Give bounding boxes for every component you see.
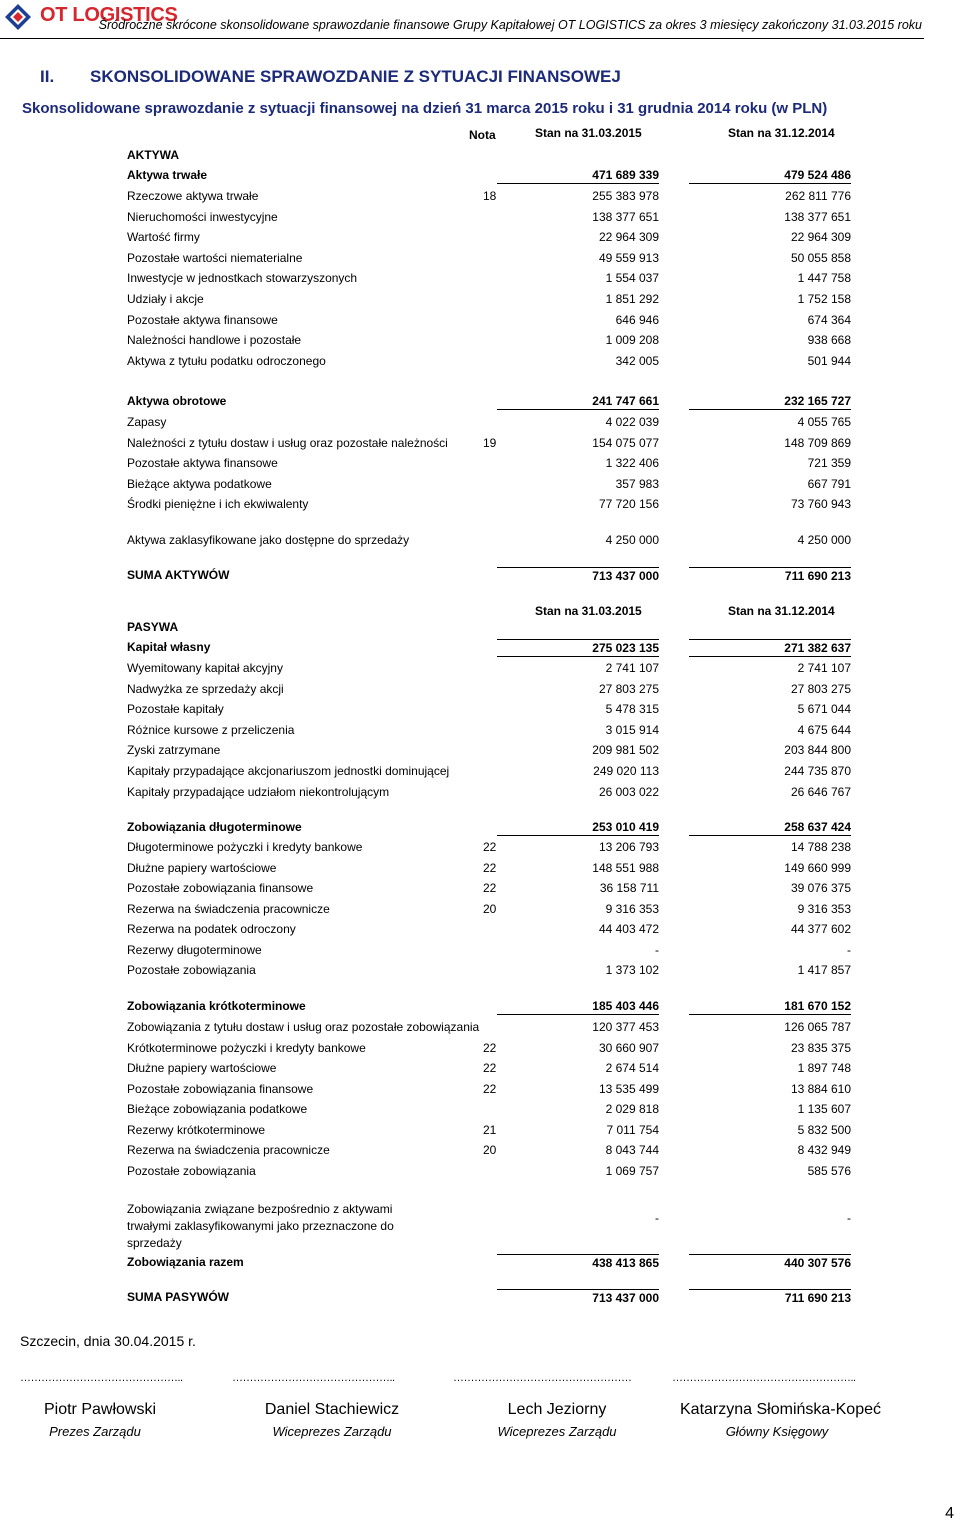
row-label: Zyski zatrzymane (127, 743, 221, 758)
row-label: Aktywa obrotowe (127, 394, 227, 408)
value-2014: 262 811 776 (785, 189, 851, 203)
longterm-liability-row (127, 839, 857, 855)
equity-item-row (127, 681, 857, 697)
row-label: Aktywa zaklasyfikowane jako dostępne do sprzedaży (127, 533, 410, 547)
total-liabilities-row (127, 1254, 857, 1270)
page-number: 4 (945, 1505, 954, 1522)
note-ref: 18 (483, 189, 497, 203)
note-ref: 22 (483, 1081, 497, 1096)
note-ref: 20 (483, 1143, 497, 1157)
value-2014: 27 803 275 (790, 681, 851, 696)
shortterm-liability-row (127, 1040, 857, 1056)
row-label: Różnice kursowe z przeliczenia (127, 722, 295, 737)
note-ref: 22 (483, 1040, 497, 1055)
signatory-name: Piotr Pawłowski (43, 1401, 157, 1418)
row-label: Zobowiązania związane bezpośrednio z aktywami trwałymi zaklasyfikowanymi jako przeznaczone do sprzedaży (127, 1202, 394, 1250)
value-2014: 5 671 044 (797, 702, 851, 717)
signatory-name: Katarzyna Słomińska-Kopeć (680, 1401, 881, 1418)
value-2014: 711 690 213 (689, 567, 851, 584)
row-label: Dłużne papiery wartościowe (127, 1061, 277, 1075)
value-2015: 44 403 472 (598, 922, 659, 936)
signatory-role: Wiceprezes Zarządu (272, 1424, 392, 1439)
logo-text: OT LOGISTICS (40, 4, 178, 26)
value-2014: 232 165 727 (689, 393, 851, 410)
longterm-liabilities-row (127, 819, 857, 835)
column-header-2015: Stan na 31.03.2015 (535, 126, 642, 140)
row-label: Inwestycje w jednostkach stowarzyszonych (127, 271, 358, 286)
noncurrent-asset-row (127, 270, 857, 286)
value-2015: 1 373 102 (605, 963, 659, 977)
note-ref: 22 (483, 881, 497, 895)
value-2015: 646 946 (615, 312, 659, 327)
value-2015: 1 069 757 (605, 1163, 659, 1178)
value-2015: 249 020 113 (593, 764, 659, 778)
note-ref: 21 (483, 1122, 497, 1137)
current-assets-row (127, 393, 857, 409)
value-2014: 440 307 576 (689, 1254, 851, 1271)
value-2015: 27 803 275 (598, 681, 659, 696)
value-2014: 138 377 651 (784, 209, 851, 224)
value-2015: 357 983 (615, 476, 659, 491)
value-2014: 44 377 602 (790, 922, 851, 936)
note-ref: 22 (483, 840, 497, 854)
row-label: Długoterminowe pożyczki i kredyty bankowe (127, 840, 363, 854)
signature-line: …………………………………………… (453, 1372, 632, 1384)
longterm-liability-row (127, 962, 857, 978)
value-2014: - (847, 1211, 851, 1225)
column-header-2015-liabilities: Stan na 31.03.2015 (535, 604, 642, 618)
page-header (0, 0, 960, 40)
shortterm-liability-row (127, 1019, 857, 1035)
value-2015: 120 377 453 (592, 1020, 659, 1034)
value-2015: 209 981 502 (592, 743, 659, 758)
value-2015: 2 029 818 (605, 1102, 659, 1116)
longterm-liability-row (127, 860, 857, 876)
value-2015: 2 741 107 (605, 661, 659, 675)
value-2015: 154 075 077 (592, 435, 659, 450)
note-ref: 22 (483, 860, 497, 875)
value-2014: 148 709 869 (784, 435, 851, 450)
total-assets-row (127, 567, 857, 583)
row-label: Udziały i akcje (127, 292, 204, 306)
row-label: Pozostałe aktywa finansowe (127, 456, 278, 471)
signatory-name: Daniel Stachiewicz (264, 1401, 400, 1418)
noncurrent-asset-row (127, 312, 857, 328)
value-2014: 674 364 (807, 312, 851, 327)
value-2015: - (655, 1211, 659, 1225)
longterm-liability-row (127, 901, 857, 917)
value-2014: 26 646 767 (790, 784, 851, 799)
value-2015: 9 316 353 (605, 901, 659, 916)
noncurrent-asset-row (127, 291, 857, 307)
note-ref: 20 (483, 901, 497, 916)
signatory-role: Prezes Zarządu (49, 1424, 141, 1439)
column-header-2014-liabilities: Stan na 31.12.2014 (728, 604, 835, 618)
value-2015: 49 559 913 (598, 250, 659, 265)
value-2014: 73 760 943 (790, 497, 851, 512)
row-label: Zobowiązania długoterminowe (127, 820, 302, 834)
value-2015: 1 322 406 (605, 456, 659, 471)
value-2014: 271 382 637 (689, 639, 851, 657)
signature-line: …………………………………………….. (672, 1372, 856, 1384)
value-2015: 7 011 754 (606, 1122, 659, 1137)
value-2015: 13 206 793 (598, 840, 659, 854)
row-label: Wartość firmy (127, 230, 200, 245)
section-heading: SKONSOLIDOWANE SPRAWOZDANIE Z SYTUACJI FINANSOWEJ (90, 67, 621, 86)
logo-diamond-icon (4, 2, 36, 32)
row-label: Zapasy (127, 415, 167, 429)
value-2015: 253 010 419 (497, 819, 659, 836)
noncurrent-asset-row (127, 229, 857, 245)
row-label: Pozostałe zobowiązania (127, 963, 256, 977)
shortterm-liabilities-row (127, 998, 857, 1014)
equity-item-row (127, 784, 857, 800)
row-label: Środki pieniężne i ich ekwiwalenty (127, 497, 309, 512)
shortterm-liability-row (127, 1163, 857, 1179)
shortterm-liability-row (127, 1101, 857, 1117)
value-2014: 1 447 758 (797, 271, 851, 286)
document-header-title: Śródroczne skrócone skonsolidowane sprawozdanie finansowe Grupy Kapitałowej OT LOGISTICS za okres 3 miesięcy zakończony 31.03.2015 roku (98, 18, 922, 32)
value-2015: 275 023 135 (497, 639, 659, 657)
header-divider (0, 38, 924, 39)
value-2014: 244 735 870 (784, 764, 851, 778)
value-2014: 721 359 (807, 456, 851, 471)
value-2014: 4 250 000 (797, 533, 851, 547)
signature-line: ……………………………………….. (20, 1372, 183, 1384)
row-label: Pozostałe zobowiązania finansowe (127, 1081, 314, 1096)
shortterm-liability-row (127, 1122, 857, 1138)
value-2015: 13 535 499 (598, 1081, 659, 1096)
current-asset-row (127, 476, 857, 492)
value-2015: 77 720 156 (598, 497, 659, 512)
noncurrent-assets-row (127, 167, 857, 183)
value-2014: 711 690 213 (689, 1289, 851, 1306)
value-2014: 23 835 375 (790, 1040, 851, 1055)
section-title (40, 67, 621, 87)
row-label: Rezerwy długoterminowe (127, 942, 262, 957)
value-2015: 5 478 315 (605, 702, 659, 717)
value-2014: 5 832 500 (797, 1122, 851, 1137)
value-2014: - (847, 942, 851, 957)
value-2014: 14 788 238 (790, 840, 851, 854)
value-2014: 258 637 424 (689, 819, 851, 836)
equity-item-row (127, 742, 857, 758)
value-2015: 4 022 039 (605, 415, 659, 429)
row-label: Pozostałe aktywa finansowe (127, 312, 278, 327)
value-2014: 1 417 857 (797, 963, 851, 977)
row-label: Kapitały przypadające udziałom niekontrolującym (127, 784, 390, 799)
row-label: Rezerwa na świadczenia pracownicze (127, 901, 330, 916)
value-2015: 1 851 292 (605, 292, 659, 306)
note-ref: 19 (483, 435, 497, 450)
shortterm-liability-row (127, 1142, 857, 1158)
value-2014: 149 660 999 (784, 860, 851, 875)
liabilities-heading: PASYWA (127, 620, 179, 634)
value-2015: 148 551 988 (592, 860, 659, 875)
value-2015: 26 003 022 (598, 784, 659, 799)
value-2014: 203 844 800 (784, 743, 851, 758)
value-2014: 479 524 486 (689, 167, 851, 184)
column-header-note: Nota (469, 128, 496, 142)
row-label: Aktywa z tytułu podatku odroczonego (127, 353, 326, 368)
value-2014: 181 670 152 (689, 998, 851, 1015)
equity-item-row (127, 660, 857, 676)
current-asset-row (127, 414, 857, 430)
value-2014: 1 897 748 (797, 1061, 851, 1075)
row-label: Zobowiązania razem (127, 1255, 244, 1269)
row-label: Krótkoterminowe pożyczki i kredyty bankowe (127, 1040, 366, 1055)
row-label: Bieżące aktywa podatkowe (127, 476, 272, 491)
row-label: Rezerwa na podatek odroczony (127, 922, 296, 936)
value-2015: 185 403 446 (497, 998, 659, 1015)
value-2015: 22 964 309 (598, 230, 659, 245)
value-2014: 13 884 610 (790, 1081, 851, 1096)
row-label: Kapitały przypadające akcjonariuszom jednostki dominującej (127, 764, 450, 778)
statement-subtitle: Skonsolidowane sprawozdanie z sytuacji finansowej na dzień 31 marca 2015 roku i 31 grudnia 2014 roku (w PLN) (22, 100, 828, 117)
row-label: Nadwyżka ze sprzedaży akcji (127, 681, 284, 696)
value-2014: 39 076 375 (790, 881, 851, 895)
value-2015: 713 437 000 (497, 1289, 659, 1306)
signatory-role: Główny Księgowy (725, 1424, 829, 1439)
current-asset-row (127, 496, 857, 512)
row-label: Pozostałe zobowiązania finansowe (127, 881, 314, 895)
row-label: Pozostałe kapitały (127, 702, 224, 717)
shortterm-liability-row (127, 1060, 857, 1076)
signatory-name: Lech Jeziorny (507, 1401, 607, 1418)
value-2014: 938 668 (807, 333, 851, 348)
noncurrent-asset-row (127, 332, 857, 348)
row-label: Dłużne papiery wartościowe (127, 860, 277, 875)
signatory-role: Wiceprezes Zarządu (497, 1424, 617, 1439)
row-label: Zobowiązania z tytułu dostaw i usług oraz pozostałe zobowiązania (127, 1020, 480, 1034)
value-2015: 255 383 978 (592, 189, 659, 203)
row-label: Należności z tytułu dostaw i usług oraz pozostałe należności (127, 435, 448, 450)
section-number: II. (40, 67, 55, 86)
value-2014: 585 576 (807, 1163, 851, 1178)
shortterm-liability-row (127, 1081, 857, 1097)
noncurrent-asset-row (127, 250, 857, 266)
value-2015: 471 689 339 (497, 167, 659, 184)
row-label: Pozostałe zobowiązania (127, 1163, 256, 1178)
value-2014: 1 135 607 (797, 1102, 851, 1116)
row-label: Rezerwy krótkoterminowe (127, 1122, 266, 1137)
current-asset-row (127, 455, 857, 471)
value-2014: 22 964 309 (790, 230, 851, 245)
value-2014: 2 741 107 (797, 661, 851, 675)
value-2015: 241 747 661 (497, 393, 659, 410)
value-2014: 501 944 (807, 353, 851, 368)
row-label: SUMA AKTYWÓW (127, 568, 230, 582)
value-2015: 30 660 907 (598, 1040, 659, 1055)
row-label: SUMA PASYWÓW (127, 1290, 229, 1304)
value-2014: 4 055 765 (797, 415, 851, 429)
value-2015: 2 674 514 (605, 1061, 659, 1075)
value-2014: 4 675 644 (797, 722, 851, 737)
value-2015: 1 009 208 (605, 333, 659, 348)
row-label: Rzeczowe aktywa trwałe (127, 189, 259, 203)
noncurrent-asset-row (127, 353, 857, 369)
value-2015: 1 554 037 (605, 271, 659, 286)
equity-item-row (127, 763, 857, 779)
value-2014: 8 432 949 (797, 1143, 851, 1157)
value-2015: 138 377 651 (592, 209, 659, 224)
place-and-date: Szczecin, dnia 30.04.2015 r. (20, 1333, 196, 1349)
value-2014: 1 752 158 (797, 292, 851, 306)
row-label: Aktywa trwałe (127, 168, 208, 182)
value-2014: 667 791 (807, 476, 851, 491)
noncurrent-asset-row (127, 188, 857, 204)
row-label: Wyemitowany kapitał akcyjny (127, 661, 283, 675)
current-asset-row (127, 435, 857, 451)
row-label: Zobowiązania krótkoterminowe (127, 999, 306, 1013)
row-label: Bieżące zobowiązania podatkowe (127, 1102, 308, 1116)
row-label: Pozostałe wartości niematerialne (127, 250, 303, 265)
equity-row (127, 639, 857, 655)
column-header-2014: Stan na 31.12.2014 (728, 126, 835, 140)
value-2015: 8 043 744 (605, 1143, 659, 1157)
value-2015: 36 158 711 (599, 881, 659, 895)
equity-item-row (127, 722, 857, 738)
value-2015: 4 250 000 (605, 533, 659, 547)
signature-line: ……………………………………….. (232, 1372, 395, 1384)
total-equity-liabilities-row (127, 1289, 857, 1305)
note-ref: 22 (483, 1061, 497, 1075)
longterm-liability-row (127, 921, 857, 937)
row-label: Rezerwa na świadczenia pracownicze (127, 1143, 330, 1157)
value-2014: 126 065 787 (784, 1020, 851, 1034)
row-label: Kapitał własny (127, 640, 211, 654)
value-2015: 3 015 914 (605, 722, 659, 737)
noncurrent-asset-row (127, 209, 857, 225)
longterm-liability-row (127, 880, 857, 896)
assets-held-for-sale-row (127, 532, 857, 548)
assets-heading: AKTYWA (127, 148, 179, 162)
value-2015: - (655, 942, 659, 957)
value-2014: 9 316 353 (797, 901, 851, 916)
value-2015: 438 413 865 (497, 1254, 659, 1271)
equity-item-row (127, 701, 857, 717)
longterm-liability-row (127, 942, 857, 958)
value-2014: 50 055 858 (790, 250, 851, 265)
row-label: Należności handlowe i pozostałe (127, 333, 302, 348)
value-2015: 713 437 000 (497, 567, 659, 584)
value-2015: 342 005 (615, 353, 659, 368)
row-label: Nieruchomości inwestycyjne (127, 209, 278, 224)
liabilities-held-for-sale-row (127, 1201, 857, 1250)
